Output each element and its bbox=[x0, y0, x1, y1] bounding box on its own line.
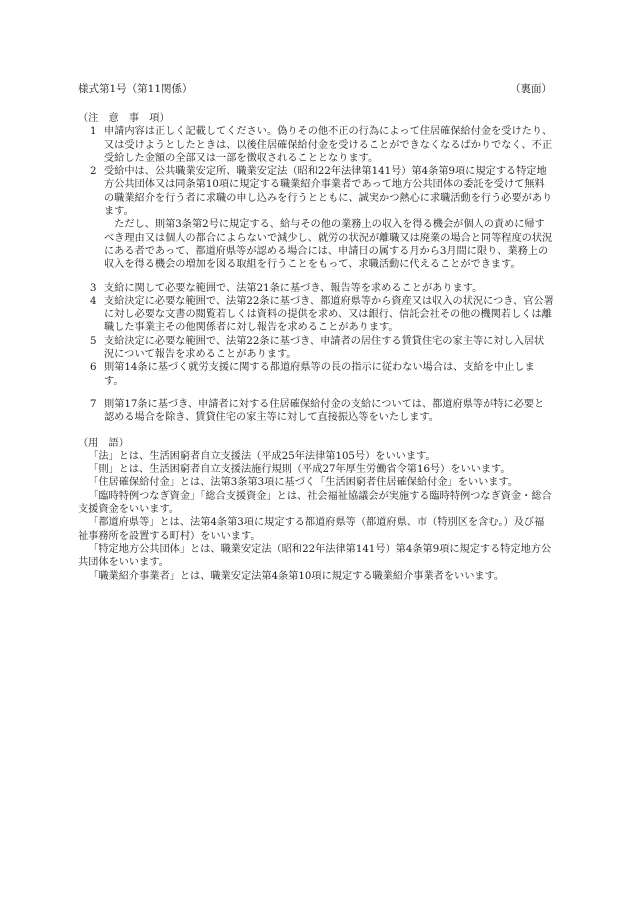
note-number: 7 bbox=[90, 398, 97, 410]
note-proviso: ただし、則第3条第2号に規定する、給与その他の業務上の収入を得る機会が個人の責めに帰すべき理由又は個人の都合によらないで減少し、就労の状況が離職又は廃業の場合と同等程度の状況にある者であって、都道府県等が認める場合には、申請日の属する月から3月間に限り、業務上の収入を得る機会の増加を図る取組を行うことをもって、求職活動に代えることができます。 bbox=[104, 219, 553, 271]
note-text: 則第17条に基づき、申請者に対する住居確保給付金の支給については、都道府県等が特に必要と認める場合を除き、賃貸住宅の家主等に対して直接振込等をいたします。 bbox=[104, 398, 545, 424]
note-item bbox=[78, 335, 554, 362]
note-item bbox=[78, 295, 554, 335]
form-header bbox=[78, 81, 552, 95]
note-number: 4 bbox=[90, 295, 97, 307]
note-text: 受給中は、公共職業安定所、職業安定法（昭和22年法律第141号）第4条第9項に規定する特定地方公共団体又は同条第10項に規定する職業紹介事業者であって地方公共団体の委託を受けて無料の職業紹介を行う者に求職の申し込みを行うとともに、誠実かつ熱心に求職活動を行う必要があります。 bbox=[104, 166, 553, 218]
term-definition: 「則」とは、生活困窮者自立支援法施行規則（平成27年厚生労働省令第16号）をいいます。 bbox=[88, 464, 511, 476]
term-definition: 「臨時特例つなぎ資金」「総合支援資金」とは、社会福祉協議会が実施する臨時特例つなぎ資金・総合支援資金をいいます。 bbox=[78, 490, 552, 516]
note-text: 支給に関して必要な範囲で、法第21条に基づき、報告等を求めることがあります。 bbox=[104, 282, 483, 294]
note-text: 則第14条に基づく就労支援に関する都道府県等の長の指示に従わない場合は、支給を中止します。 bbox=[104, 362, 535, 387]
note-number: 3 bbox=[90, 282, 97, 294]
form-id: 様式第1号（第11関係） bbox=[78, 83, 193, 95]
note-number: 2 bbox=[90, 166, 97, 178]
term-definition: 「住居確保給付金」とは、法第3条第3項に基づく「生活困窮者住居確保給付金」をいいます。 bbox=[88, 477, 519, 489]
term-definition: 「都道府県等」とは、法第4条第3項に規定する都道府県等（都道府県、市（特別区を含む。）及び福祉事務所を設置する町村）をいいます。 bbox=[78, 517, 545, 542]
terms-title: （用 語） bbox=[78, 437, 129, 449]
note-number: 1 bbox=[90, 126, 97, 138]
note-text: 申請内容は正しく記載してください。偽りその他不正の行為によって住居確保給付金を受けたり、又は受けようとしたときは、以後住居確保給付金を受けることができなくなるばかりでなく、不正受給した金額の全部又は一部を徴収されることとなります。 bbox=[104, 126, 553, 164]
note-number: 5 bbox=[90, 335, 97, 347]
note-item bbox=[78, 125, 554, 165]
note-item bbox=[78, 361, 554, 388]
notes-title: （注 意 事 項） bbox=[78, 113, 170, 124]
term-definition: 「職業紹介事業者」とは、職業安定法第4条第10項に規定する職業紹介事業者をいいます。 bbox=[88, 570, 505, 582]
term-definition: 「法」とは、生活困窮者自立支援法（平成25年法律第105号）をいいます。 bbox=[88, 450, 436, 462]
note-text: 支給決定に必要な範囲で、法第22条に基づき、都道府県等から資産又は収入の状況につき、官公署に対し必要な文書の閲覧若しくは資料の提供を求め、又は銀行、信託会社その他の機関若しくは離職した事業主その他関係者に対し報告を求めることがあります。 bbox=[104, 295, 554, 334]
note-item bbox=[78, 165, 554, 218]
note-text: 支給決定に必要な範囲で、法第22条に基づき、申請者の居住する賃貸住宅の家主等に対し入居状況について報告を求めることがあります。 bbox=[104, 335, 545, 361]
note-item bbox=[78, 398, 554, 425]
page-side-label: （裏面） bbox=[510, 83, 552, 95]
term-definition: 「特定地方公共団体」とは、職業安定法（昭和22年法律第141号）第4条第9項に規定する特定地方公共団体をいいます。 bbox=[78, 543, 552, 569]
note-item bbox=[78, 282, 554, 295]
document-body bbox=[78, 112, 554, 583]
note-number: 6 bbox=[90, 362, 97, 374]
